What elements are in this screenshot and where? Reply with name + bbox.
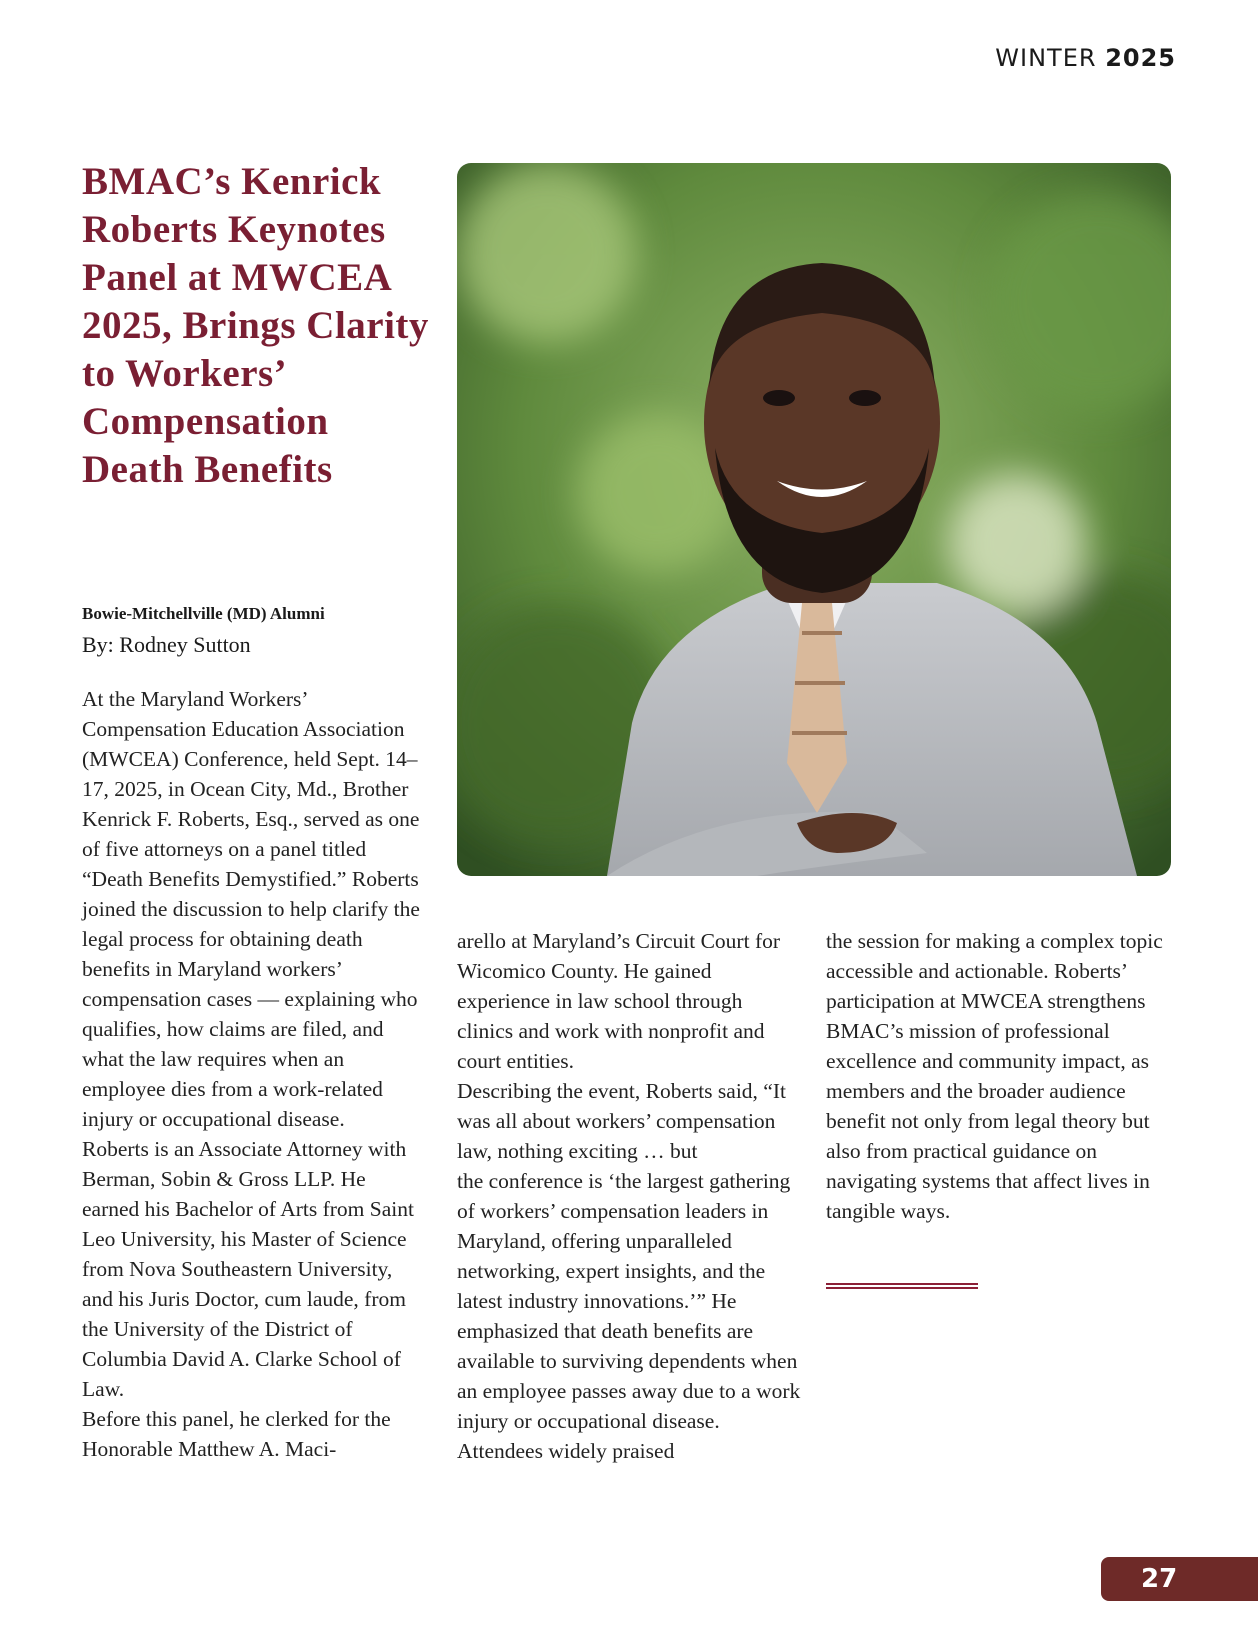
paragraph: the conference is ‘the largest gathering of workers’ compensation leaders in Maryland, offering unparalleled networking, expert insights, and the latest industry innovations.’” He emphasized that death benefits are available to surviving dependents when an employee passes away due to a work injury or occupational disease. Attendees widely praised: [457, 1169, 801, 1463]
portrait-photo: [457, 163, 1171, 876]
article-column-3: [826, 926, 1171, 1226]
article-column-1: [82, 684, 427, 1464]
issue-season: WINTER: [995, 44, 1097, 72]
paragraph: arello at Maryland’s Circuit Court for Wicomico County. He gained experience in law school through clinics and work with nonprofit and court entities.: [457, 929, 781, 1073]
article-byline: By: Rodney Sutton: [82, 632, 251, 657]
paragraph: Before this panel, he clerked for the Honorable Matthew A. Maci-: [82, 1407, 391, 1461]
page-number: 27: [1101, 1557, 1258, 1601]
article-headline: BMAC’s Kenrick Roberts Keynotes Panel at MWCEA 2025, Brings Clarity to Workers’ Compensation Death Benefits: [82, 160, 429, 491]
article-column-2: [457, 926, 802, 1466]
paragraph: the session for making a complex topic accessible and actionable. Roberts’ participation at MWCEA strengthens BMAC’s mission of professional excellence and community impact, as members and the broader audience benefit not only from legal theory but also from practical guidance on navigating systems that affect lives in tangible ways.: [826, 929, 1163, 1223]
paragraph: Describing the event, Roberts said, “It was all about workers’ compensation law, nothing exciting … but: [457, 1079, 786, 1163]
paragraph: At the Maryland Workers’ Compensation Education Association (MWCEA) Conference, held Sept. 14–17, 2025, in Ocean City, Md., Brother Kenrick F. Roberts, Esq., served as one of five attorneys on a panel titled “Death Benefits Demystified.” Roberts joined the discussion to help clarify the legal process for obtaining death benefits in Maryland workers’ compensation cases — explaining who qualifies, how claims are filed, and what the law requires when an employee dies from a work-related injury or occupational disease.: [82, 687, 420, 1131]
paragraph: Roberts is an Associate Attorney with Berman, Sobin & Gross LLP. He earned his Bachelor of Arts from Saint Leo University, his Master of Science from Nova Southeastern University, and his Juris Doctor, cum laude, from the University of the District of Columbia David A. Clarke School of Law.: [82, 1137, 414, 1401]
end-of-article-rule: [826, 1283, 978, 1289]
issue-label: [860, 44, 1176, 72]
chapter-name: Bowie-Mitchellville (MD) Alumni: [82, 604, 325, 623]
issue-year: 2025: [1105, 44, 1176, 72]
